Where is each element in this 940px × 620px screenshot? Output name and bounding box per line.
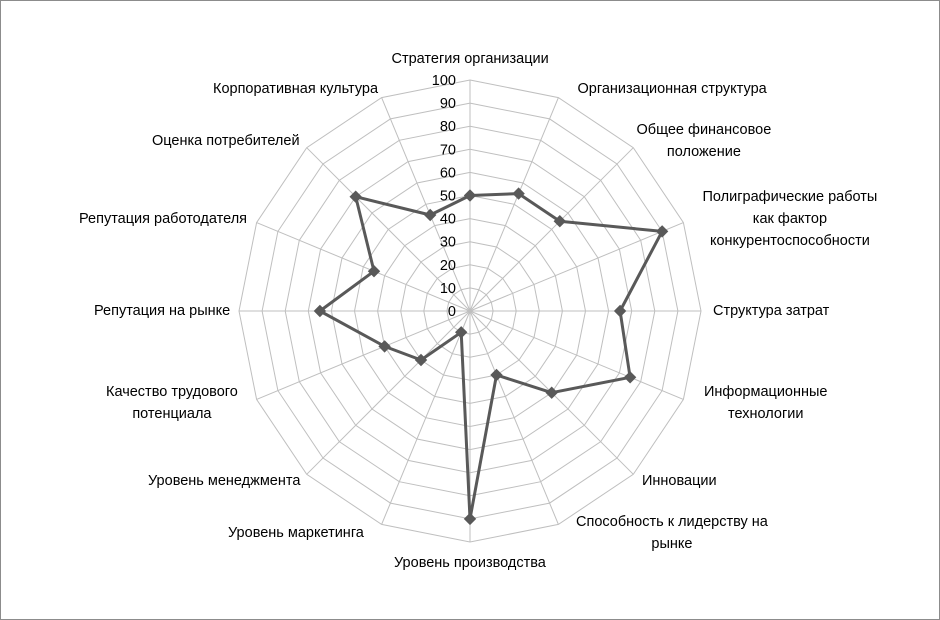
category-label-line: Корпоративная культура: [213, 81, 379, 97]
radar-grid: [239, 80, 701, 542]
r-tick-label: 60: [439, 165, 456, 182]
category-label-line: потенциала: [132, 406, 212, 422]
grid-spoke: [307, 311, 470, 474]
category-label-line: Способность к лидерству на: [576, 514, 768, 530]
category-label: [637, 119, 772, 163]
category-label-line: Репутация работодателя: [79, 211, 248, 227]
r-tick-label: 30: [439, 234, 456, 251]
r-tick-label: 40: [439, 211, 456, 228]
category-label-line: Качество трудового: [106, 384, 238, 400]
r-tick-label: 10: [439, 280, 456, 297]
category-label-line: Организационная структура: [577, 81, 767, 97]
grid-spoke: [470, 148, 633, 311]
data-point-marker: [379, 341, 390, 352]
category-label-line: Информационные: [704, 384, 828, 400]
category-label: [576, 511, 768, 555]
r-tick-label: 0: [447, 304, 456, 320]
data-point-marker: [491, 370, 502, 381]
category-label-line: Структура затрат: [713, 303, 830, 319]
category-label-line: Стратегия организации: [391, 51, 549, 67]
category-label-line: Общее финансовое: [636, 122, 772, 138]
grid-spoke: [470, 223, 683, 311]
grid-spoke: [470, 311, 683, 399]
category-label-line: Полиграфические работы: [702, 189, 878, 205]
data-series: [314, 188, 667, 524]
data-point-marker: [615, 306, 626, 317]
category-label: [394, 552, 546, 574]
r-tick-label: 20: [439, 257, 456, 274]
grid-spoke: [382, 98, 470, 311]
category-label: [152, 130, 300, 152]
category-label: [79, 208, 247, 230]
data-point-marker: [425, 210, 436, 221]
r-tick-label: 70: [439, 142, 456, 159]
grid-spoke: [257, 311, 470, 399]
category-label-line: как фактор: [752, 211, 828, 227]
category-label-line: Уровень маркетинга: [228, 525, 364, 541]
category-label-line: Репутация на рынке: [94, 303, 231, 319]
r-tick-label: 50: [439, 188, 456, 205]
category-label: [392, 48, 549, 70]
category-label-line: Уровень менеджмента: [148, 473, 301, 489]
data-point-marker: [465, 513, 476, 524]
r-tick-label: 90: [439, 96, 456, 113]
category-label-line: Уровень производства: [394, 555, 546, 571]
category-label: [228, 522, 364, 544]
category-label: [148, 470, 300, 492]
r-tick-label: 80: [439, 119, 456, 136]
grid-spoke: [382, 311, 470, 524]
category-label-line: Оценка потребителей: [152, 133, 300, 149]
category-label: [642, 470, 717, 492]
category-label-line: рынке: [651, 536, 693, 552]
category-label: [703, 186, 878, 252]
category-label-line: технологии: [728, 406, 804, 422]
data-point-marker: [657, 226, 668, 237]
category-label-line: Инновации: [642, 473, 717, 489]
category-label: [704, 381, 828, 425]
category-label-line: положение: [666, 144, 741, 160]
data-point-marker: [625, 372, 636, 383]
category-label-line: конкурентоспособности: [709, 233, 870, 249]
data-point-marker: [465, 190, 476, 201]
category-label: [213, 78, 378, 100]
series-line: [320, 194, 662, 519]
category-label: [94, 300, 230, 322]
category-label: [578, 78, 767, 100]
grid-spoke: [257, 223, 470, 311]
category-label: [713, 300, 829, 322]
grid-spoke: [470, 311, 558, 524]
grid-spoke: [470, 98, 558, 311]
r-tick-label: 100: [431, 73, 456, 89]
category-label: [106, 381, 238, 425]
